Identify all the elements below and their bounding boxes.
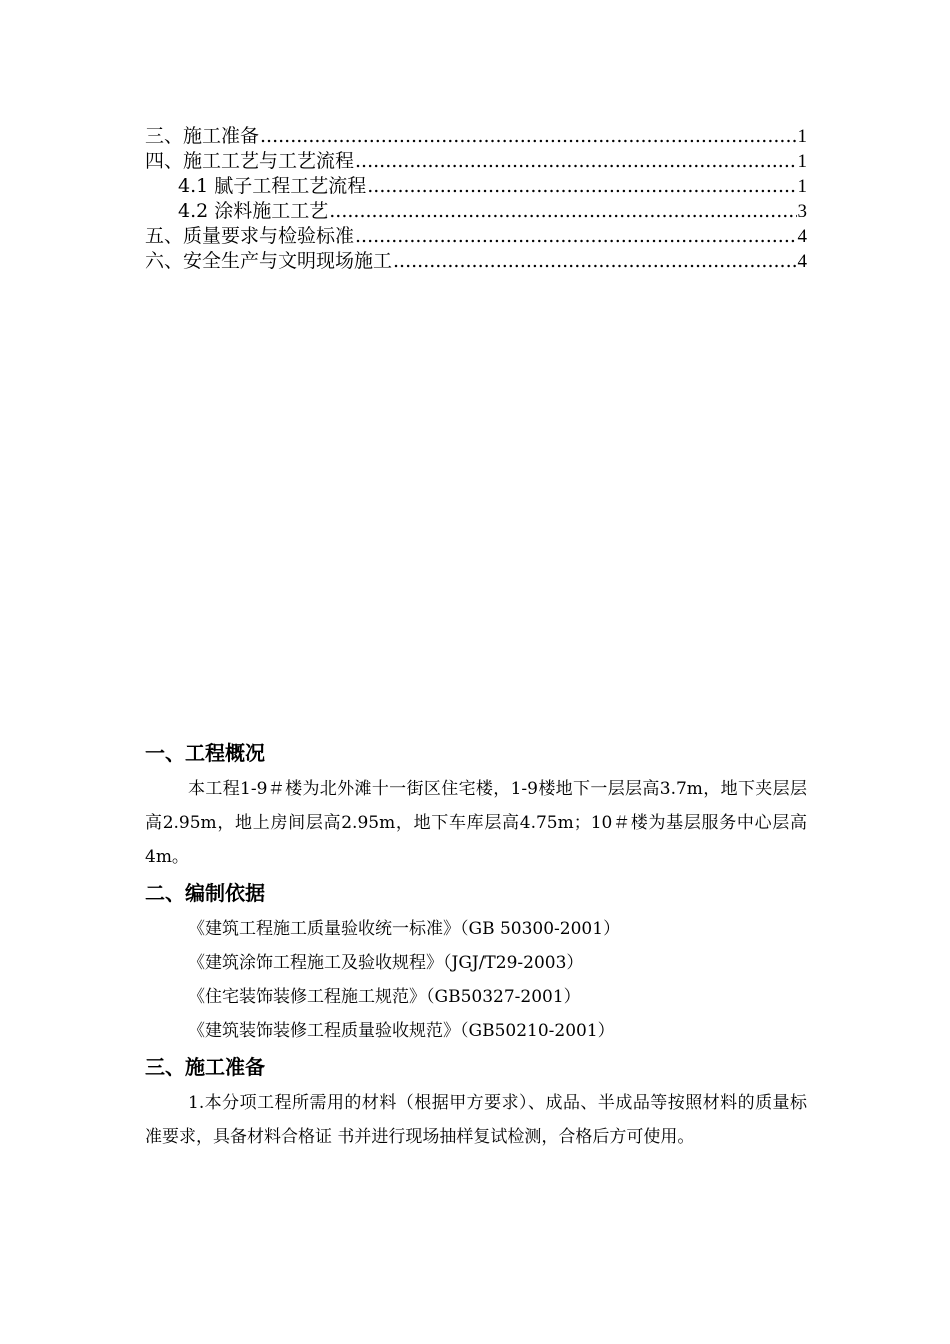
overview-paragraph: 本工程1-9＃楼为北外滩十一街区住宅楼，1-9楼地下一层层高3.7m，地下夹层层高2.95m，地上房间层高2.95m，地下车库层高4.75m；10＃楼为基层服务中心层高4m。 bbox=[145, 779, 807, 867]
toc-dot-leader bbox=[355, 224, 796, 249]
toc-entry-title: 4.1 腻子工程工艺流程 bbox=[178, 175, 367, 197]
toc-entry[interactable] bbox=[145, 249, 807, 274]
toc-entry-page: 3 bbox=[797, 201, 807, 222]
toc-entry-title: 六、安全生产与文明现场施工 bbox=[145, 250, 393, 272]
toc-entry-page: 4 bbox=[797, 226, 807, 247]
section-heading-overview: 一、工程概况 bbox=[145, 741, 265, 765]
reference-item: 《建筑工程施工质量验收统一标准》（GB 50300-2001） bbox=[188, 919, 621, 939]
toc-entry-title: 4.2 涂料施工工艺 bbox=[178, 200, 329, 222]
toc-dot-leader bbox=[329, 199, 796, 224]
section-heading-preparation: 三、施工准备 bbox=[145, 1055, 265, 1079]
toc-entry[interactable] bbox=[145, 149, 807, 174]
toc-dot-leader bbox=[367, 174, 796, 199]
section-heading-basis: 二、编制依据 bbox=[145, 881, 265, 905]
table-of-contents bbox=[145, 124, 807, 274]
toc-entry-page: 1 bbox=[797, 176, 807, 197]
toc-entry[interactable] bbox=[145, 224, 807, 249]
toc-dot-leader bbox=[355, 149, 796, 174]
toc-entry-title: 四、施工工艺与工艺流程 bbox=[145, 150, 355, 172]
toc-entry-page: 1 bbox=[797, 151, 807, 172]
toc-dot-leader bbox=[260, 124, 796, 149]
toc-entry[interactable] bbox=[145, 124, 807, 149]
reference-item: 《建筑涂饰工程施工及验收规程》（JGJ/T29-2003） bbox=[188, 953, 584, 973]
toc-entry-page: 4 bbox=[797, 251, 807, 272]
toc-subentry[interactable] bbox=[145, 199, 807, 224]
document-body bbox=[145, 738, 807, 1158]
reference-item: 《建筑装饰装修工程质量验收规范》（GB50210-2001） bbox=[188, 1021, 615, 1041]
toc-entry-page: 1 bbox=[797, 126, 807, 147]
reference-item: 《住宅装饰装修工程施工规范》（GB50327-2001） bbox=[188, 987, 581, 1007]
toc-subentry[interactable] bbox=[145, 174, 807, 199]
preparation-paragraph: 1.本分项工程所需用的材料（根据甲方要求）、成品、半成品等按照材料的质量标准要求，具备材料合格证 书并进行现场抽样复试检测，合格后方可使用。 bbox=[145, 1093, 807, 1147]
toc-dot-leader bbox=[393, 249, 796, 274]
toc-entry-title: 五、质量要求与检验标准 bbox=[145, 225, 355, 247]
toc-entry-title: 三、施工准备 bbox=[145, 125, 260, 147]
